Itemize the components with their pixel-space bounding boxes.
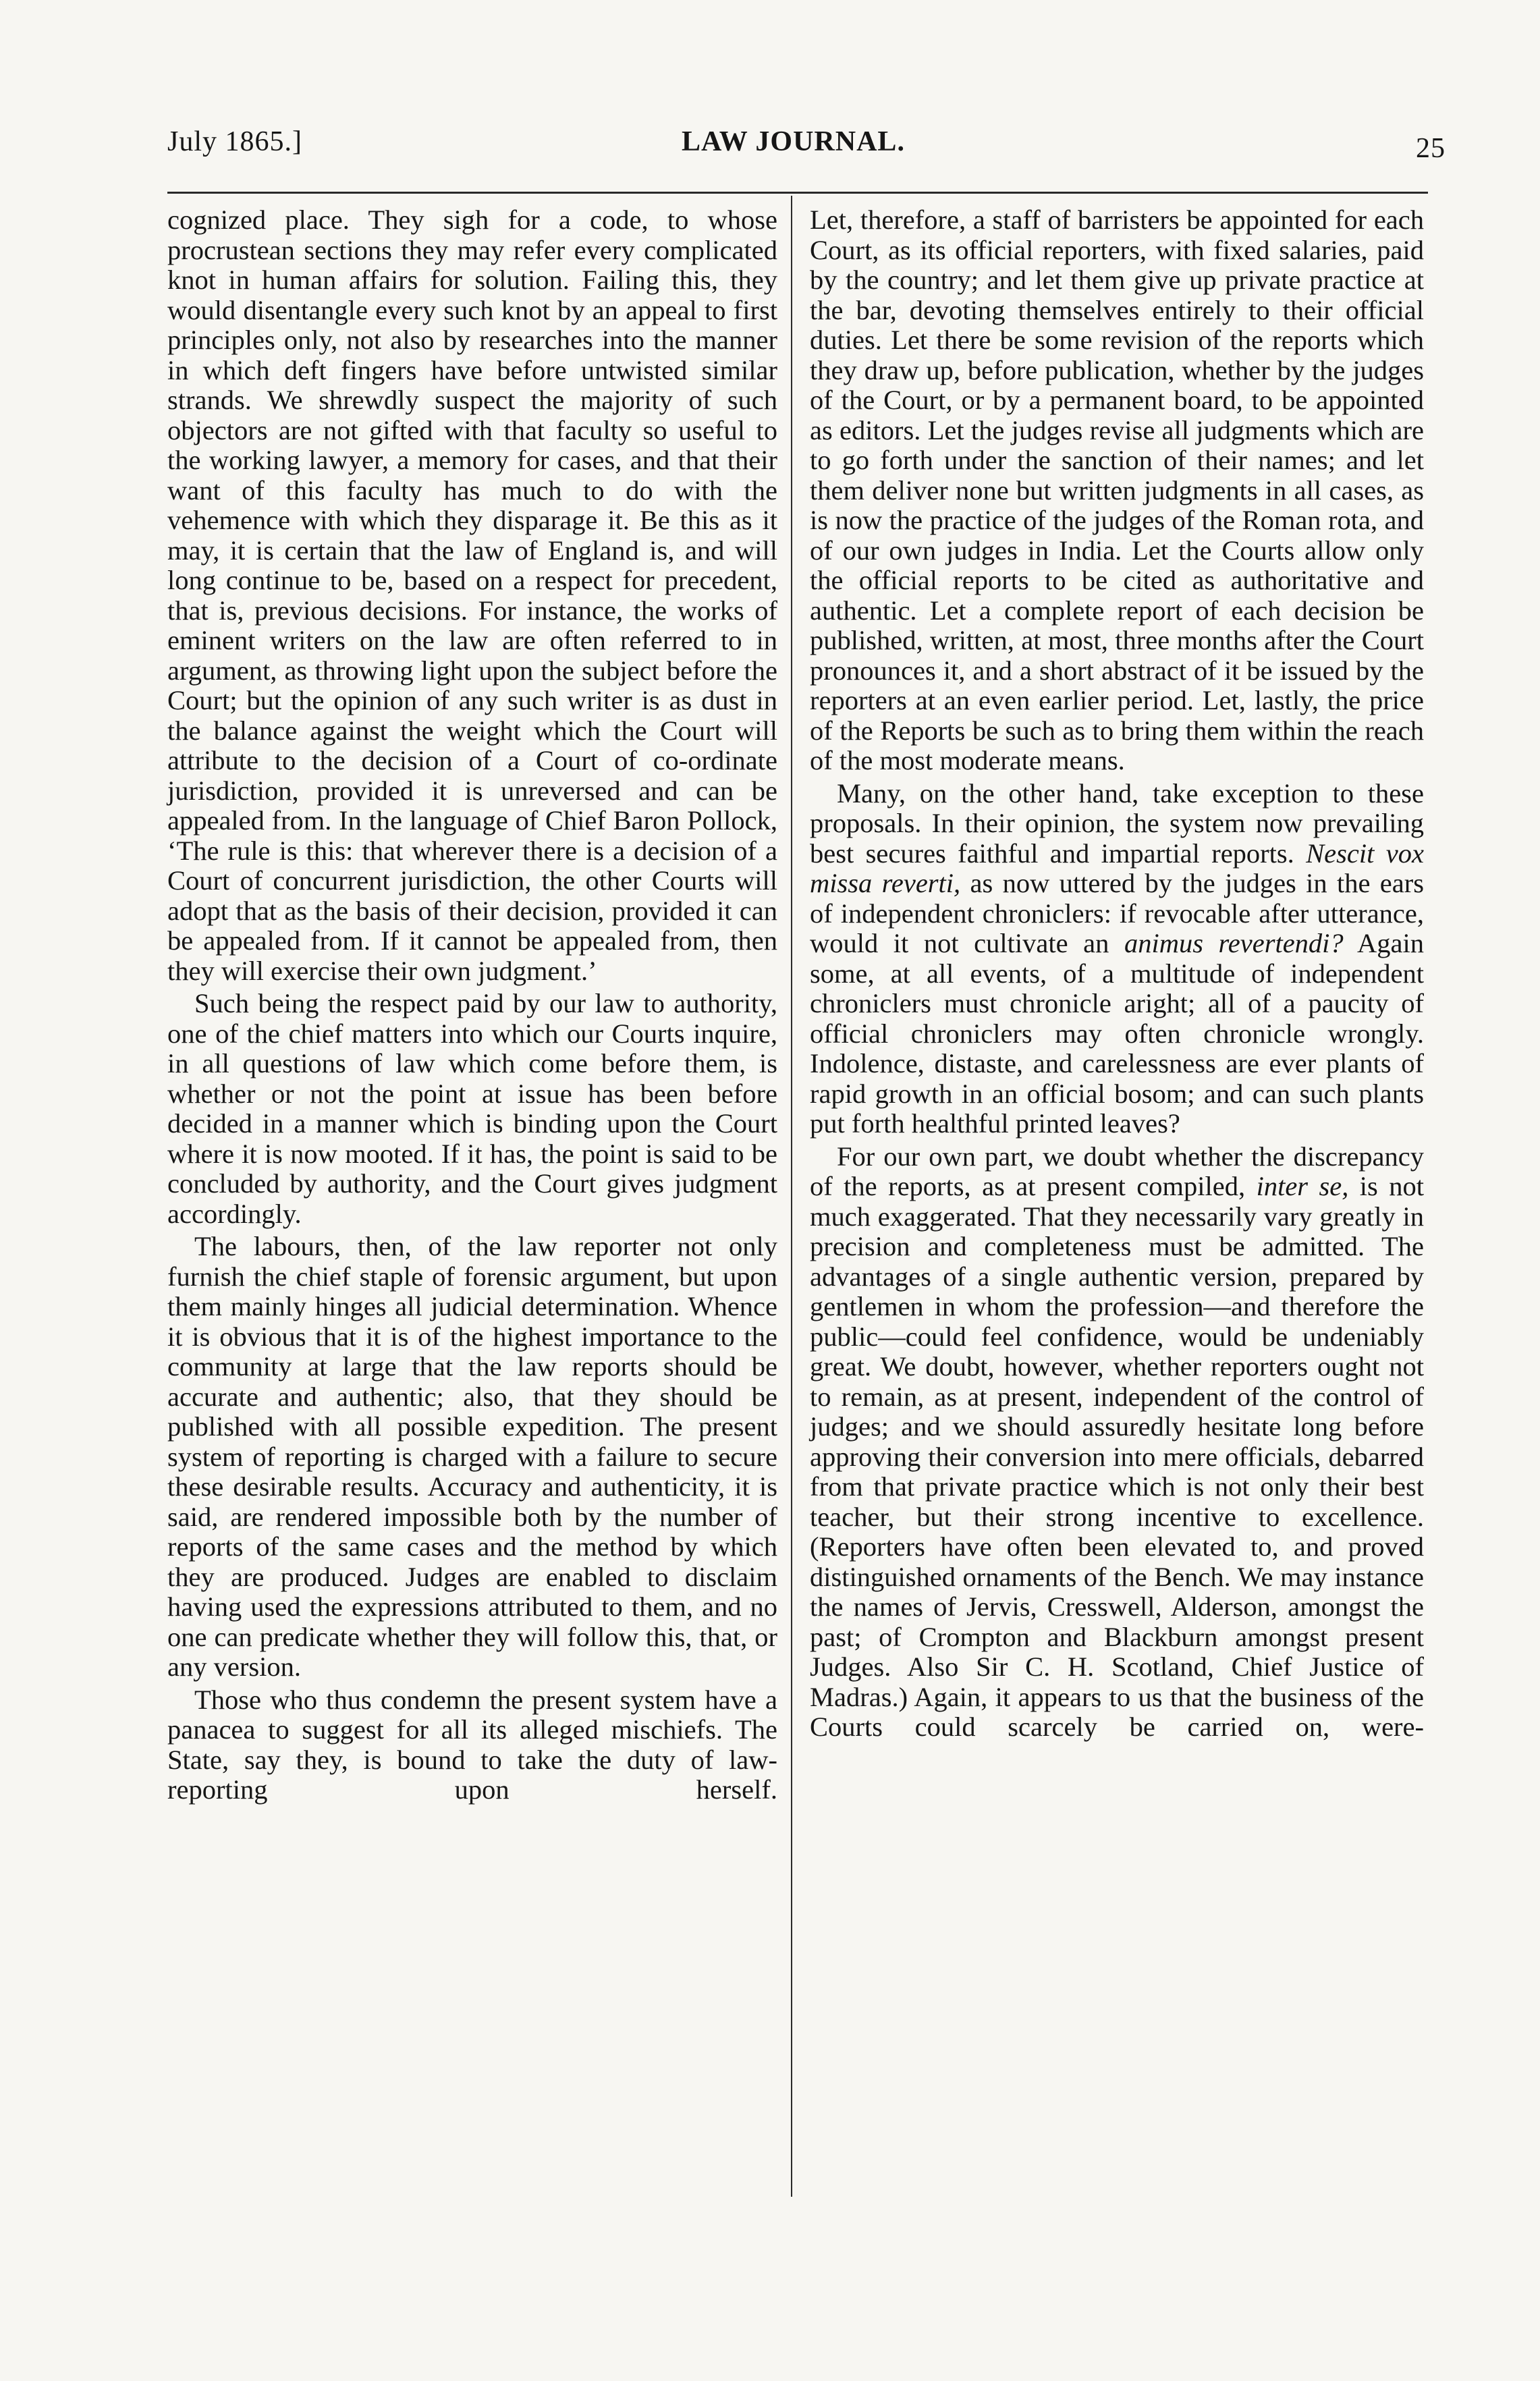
latin-phrase: inter se, [1256,1171,1349,1201]
paragraph: The labours, then, of the law reporter not only furnish the chief staple of forensic argument, but upon them mainly hinges all judicial determination. Whence it is obvious that it is of the highest importance to the community at large that the law reports should be accurate and authentic; also, that they should be published with all possible expedition. The present system of reporting is charged with a failure to secure these desirable results. Accuracy and authenticity, it is said, are rendered impossible both by the number of reports of the same cases and the method by which they are produced. Judges are enabled to disclaim having used the expressions attributed to them, and no one can predicate whether they will follow this, that, or any version. [167,1231,777,1682]
issue-date: July 1865.] [167,126,302,157]
text-run: Many, on the other hand, take exception to these proposals. In their opinion, the system now prevailing best secures faithful and impartial reports. [810,777,1424,869]
header-rule [167,192,1428,194]
paragraph: cognized place. They sigh for a code, to whose procrustean sections they may refer every complicated knot in human affairs for solution. Failing this, they would disentangle every such knot by an appeal to first principles only, not also by researches into the manner in which deft fingers have before untwisted similar strands. We shrewdly suspect the majority of such objectors are not gifted with that faculty so useful to the working lawyer, a memory for cases, and that their want of this faculty has much to do with the vehemence with which they disparage it. Be this as it may, it is certain that the law of England is, and will long continue to be, based on a respect for precedent, that is, previous decisions. For instance, the works of eminent writers on the law are often referred to in argument, as throwing light upon the subject before the Court; but the opinion of any such writer is as dust in the balance against the weight which the Court will attribute to the decision of a Court of co-ordinate jurisdiction, provided it is unreversed and can be appealed from. In the language of Chief Baron Pollock, ‘The rule is this: that wherever there is a decision of a Court of concurrent jurisdiction, the other Courts will adopt that as the basis of their decision, provided it can be appealed from. If it cannot be appealed from, then they will exercise their own judgment.’ [167,204,777,986]
running-header [167,126,1446,166]
paragraph: Those who thus condemn the present system have a panacea to suggest for all its alleged mischiefs. The State, say they, is bound to take the duty of law-reporting upon herself. [167,1684,777,1805]
paragraph: Let, therefore, a staff of barristers be appointed for each Court, as its official reporters, with fixed salaries, paid by the country; and let them give up private practice at the bar, devoting themselves entirely to their official duties. Let there be some revision of the reports which they draw up, before publication, whether by the judges of the Court, or by a permanent board, to be appointed as editors. Let the judges revise all judgments which are to go forth under the sanction of their names; and let them deliver none but written judgments in all cases, as is now the practice of the judges of the Roman rota, and of our own judges in India. Let the Courts allow only the official reports to be cited as authoritative and authentic. Let a complete report of each decision be published, written, at most, three months after the Court pronounces it, and a short abstract of it be issued by the reporters at an even earlier period. Let, lastly, the price of the Reports be such as to bring them within the reach of the most moderate means. [810,204,1424,775]
paragraph: Such being the respect paid by our law to authority, one of the chief matters into which our Courts inquire, in all questions of law which come before them, is whether or not the point at issue has been before decided in a manner which is binding upon the Court where it is now mooted. If it has, the point is said to be concluded by authority, and the Court gives judgment accordingly. [167,988,777,1229]
latin-phrase: animus revertendi? [1124,928,1344,958]
text-run: Again some, at all events, of a multitude of independent chroniclers must chronicle aright; all of a paucity of official chroniclers may often chronicle wrongly. Indolence, distaste, and carelessness are ever plants of rapid growth in an official bosom; and can such plants put forth healthful printed leaves? [810,928,1424,1139]
left-column [167,205,777,1808]
column-divider [791,196,792,2197]
right-column [810,205,1424,1745]
text-run: is not much exaggerated. That they necessarily vary greatly in precision and completeness must be admitted. The advantages of a single authentic version, prepared by gentlemen in whom the profession—and therefore the public—could feel confidence, would be undeniably great. We doubt, however, whether reporters ought not to remain, as at present, independent of the control of judges; and we should assuredly hesitate long before approving their conversion into mere officials, debarred from that private practice which is not only their best teacher, but their strong incentive to excellence. (Reporters have often been elevated to, and proved distinguished ornaments of the Bench. We may instance the names of Jervis, Cresswell, Alderson, amongst the past; of Crompton and Blackburn amongst present Judges. Also Sir C. H. Scotland, Chief Justice of Madras.) Again, it appears to us that the business of the Courts could scarcely be carried on, were- [810,1171,1425,1742]
journal-title: LAW JOURNAL. [682,126,905,157]
paragraph [810,1142,1424,1743]
paragraph [810,779,1424,1139]
page-number: 25 [1416,133,1446,164]
text-run: as now uttered by the judges in the ears of independent chroniclers: if revocable after utterance, would it not cultivate an [810,868,1424,958]
latin-phrase: Nescit vox missa reverti, [810,838,1424,898]
text-run: For our own part, we doubt whether the discrepancy of the reports, as at present compiled, [810,1141,1424,1201]
